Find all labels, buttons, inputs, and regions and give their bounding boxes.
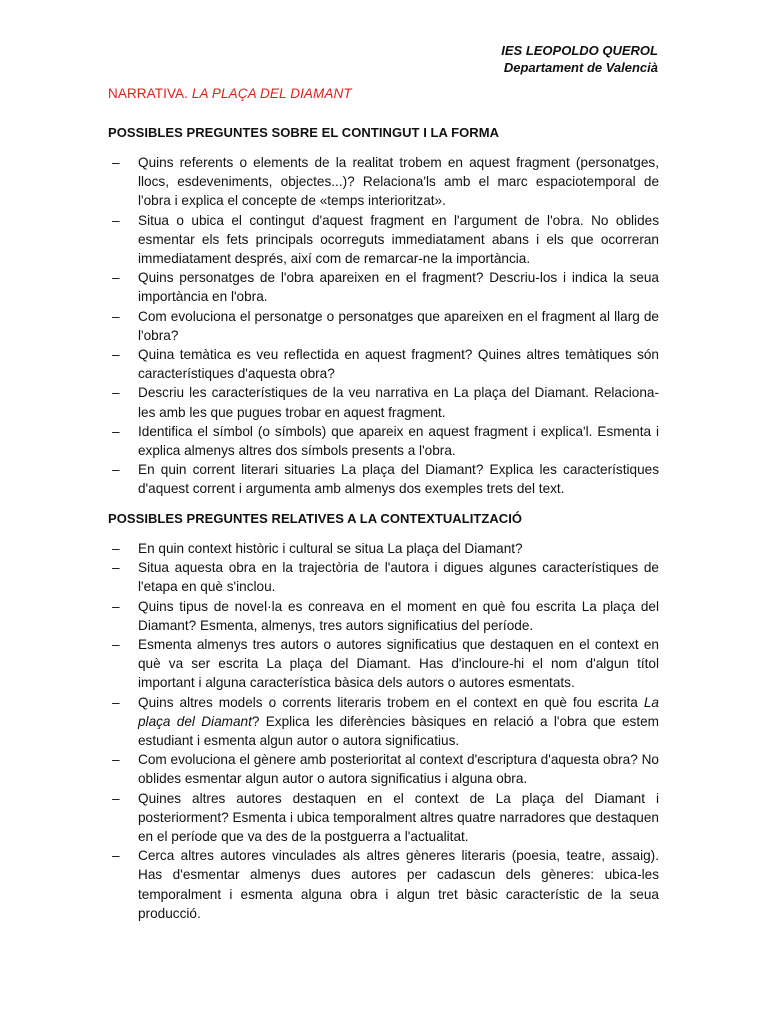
question-item <box>108 268 659 306</box>
section-heading-contextualization: POSSIBLES PREGUNTES RELATIVES A LA CONTEXTUALITZACIÓ <box>108 511 523 526</box>
question-item <box>108 307 659 345</box>
dash-bullet: – <box>112 790 120 806</box>
dash-bullet: – <box>112 212 120 228</box>
question-text: Com evoluciona el personatge o personatges que apareixen en el fragment al llarg de l'obra? <box>138 308 659 343</box>
question-text: Descriu les característiques de la veu narrativa en La plaça del Diamant. Relaciona-les amb les que pugues trobar en aquest fragment. <box>138 385 659 420</box>
page-header <box>501 42 658 76</box>
question-item <box>108 558 659 596</box>
question-text: Quins altres models o corrents literaris trobem en el context en què fou escrita <box>138 694 644 710</box>
dash-bullet: – <box>112 423 120 439</box>
dash-bullet: – <box>112 541 120 556</box>
dash-bullet: – <box>112 598 120 614</box>
question-item <box>108 539 659 558</box>
dash-bullet: – <box>112 560 120 576</box>
title-prefix: NARRATIVA. <box>108 86 192 101</box>
dash-bullet: – <box>112 637 120 653</box>
question-item <box>108 597 659 635</box>
question-item <box>108 422 659 460</box>
question-item <box>108 693 659 751</box>
dash-bullet: – <box>112 462 120 478</box>
question-item <box>108 635 659 693</box>
question-text: Quina temàtica es veu reflectida en aquest fragment? Quines altres temàtiques són característiques d'aquesta obra? <box>138 347 659 382</box>
question-text: ? Explica les diferències bàsiques en relació a l'obra que estem estudiant i esmenta algun autor o autora significatius. <box>138 713 659 749</box>
question-text: Quins referents o elements de la realitat trobem en aquest fragment (personatges, llocs, esdeveniments, objectes...)? Relaciona'ls amb el marc espaciotemporal de l'obra i explica el concepte de «temps interioritzat». <box>138 155 659 209</box>
dash-bullet: – <box>112 308 120 324</box>
question-text: En quin corrent literari situaries La plaça del Diamant? Explica les característiques d'aquest corrent i argumenta amb almenys dos exemples trets del text. <box>138 462 659 497</box>
section-heading-content-form: POSSIBLES PREGUNTES SOBRE EL CONTINGUT I LA FORMA <box>108 125 500 140</box>
question-item <box>108 750 659 788</box>
school-name: IES LEOPOLDO QUEROL <box>501 43 658 58</box>
question-text: Quins personatges de l'obra apareixen en el fragment? Descriu-los i indica la seua importància en l'obra. <box>138 270 659 305</box>
dash-bullet: – <box>112 694 120 710</box>
question-item <box>108 789 659 847</box>
dash-bullet: – <box>112 385 120 401</box>
question-text: Identifica el símbol (o símbols) que apareix en aquest fragment i explica'l. Esmenta i explica almenys altres dos símbols presents a l'obra. <box>138 423 659 459</box>
title-work: LA PLAÇA DEL DIAMANT <box>191 86 352 101</box>
question-item <box>108 211 659 269</box>
question-item <box>108 345 659 383</box>
question-item <box>108 153 659 211</box>
question-list-content-form <box>108 153 659 499</box>
question-list-contextualization <box>108 539 659 923</box>
dash-bullet: – <box>112 270 120 286</box>
document-title <box>108 86 352 101</box>
dash-bullet: – <box>112 155 120 170</box>
question-item <box>108 460 659 498</box>
question-text: Esmenta almenys tres autors o autores significatius que destaquen en el context en què va ser escrita La plaça del Diamant. Has d'incloure-hi el nom d'algun títol important i alguna característica bàsica dels autors o autores esmentats. <box>138 637 659 691</box>
question-text: Quins tipus de novel·la es conreava en el moment en què fou escrita La plaça del Diamant? Esmenta, almenys, tres autors significatius del període. <box>138 598 659 633</box>
question-item <box>108 846 659 923</box>
question-item <box>108 383 659 421</box>
question-text: Com evoluciona el gènere amb posterioritat al context d'escriptura d'aquesta obra? No oblides esmentar algun autor o autora significatius i alguna obra. <box>138 752 659 787</box>
question-text: Quines altres autores destaquen en el context de La plaça del Diamant i posteriorment? Esmenta i ubica temporalment altres quatre narradores que destaquen en el període que va des de la postguerra a l'actualitat. <box>138 790 659 845</box>
dash-bullet: – <box>112 752 120 768</box>
department-name: Departament de Valencià <box>503 60 658 75</box>
dash-bullet: – <box>112 848 120 864</box>
question-work-title: La plaça del Diamant <box>138 694 659 729</box>
question-text: Situa o ubica el contingut d'aquest fragment en l'argument de l'obra. No oblides esmentar els fets principals ocorreguts immediatament abans i els que ocorreran immediatament després, així com de remarcar-ne la importància. <box>138 212 659 267</box>
question-text: Cerca altres autores vinculades als altres gèneres literaris (poesia, teatre, assaig). Has d'esmentar almenys dues autores per cadascun dels gèneres: ubica-les temporalment i esmenta alguna obra i algun tret bàsic característic de la seua producció. <box>138 848 659 921</box>
dash-bullet: – <box>112 347 120 363</box>
question-text: En quin context històric i cultural se situa La plaça del Diamant? <box>138 541 523 556</box>
question-text: Situa aquesta obra en la trajectòria de l'autora i digues algunes característiques de l'etapa en què s'inclou. <box>138 560 659 595</box>
